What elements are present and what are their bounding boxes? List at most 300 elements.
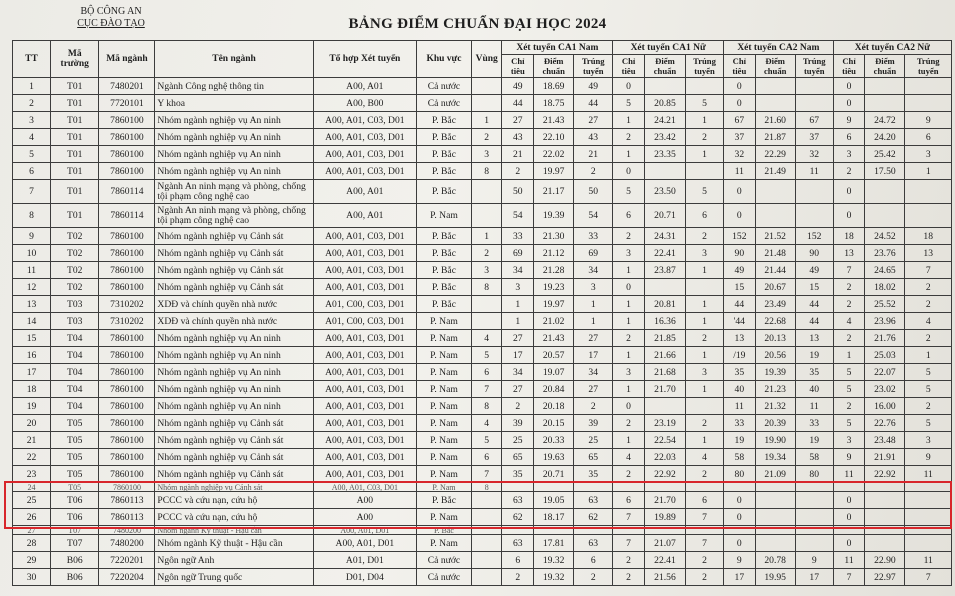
cell-ten-nganh: Nhóm ngành nghiệp vụ An ninh (155, 163, 313, 180)
cell-diem-chuan: 19.39 (534, 204, 574, 228)
cell-chi-tieu: 37 (724, 129, 756, 146)
cell-diem-chuan: 23.96 (865, 313, 905, 330)
cell-trung-tuyen: 27 (574, 330, 613, 347)
cell-to-hop: A01, C00, C03, D01 (313, 296, 416, 313)
cell-ma-nganh: 7860100 (99, 432, 155, 449)
cell-ma-nganh: 7860100 (99, 398, 155, 415)
cell-trung-tuyen (795, 535, 833, 552)
table-row (13, 449, 952, 466)
cell-ten-nganh: Ngành An ninh mạng và phòng, chống tội phạm công nghệ cao (155, 180, 313, 204)
cell-chi-tieu: 11 (833, 466, 865, 483)
cell-trung-tuyen (795, 78, 833, 95)
table-row (13, 330, 952, 347)
cell-chi-tieu: 2 (613, 129, 645, 146)
cell-diem-chuan (644, 279, 685, 296)
cell-ma-truong: T01 (50, 180, 99, 204)
cell-ma-truong: T04 (50, 364, 99, 381)
cell-diem-chuan: 20.78 (755, 552, 795, 569)
cell-to-hop: A00 (313, 492, 416, 509)
cell-chi-tieu: 2 (613, 569, 645, 586)
cell-ma-truong: T01 (50, 78, 99, 95)
cell-vung (471, 526, 502, 535)
cell-trung-tuyen: 49 (795, 262, 833, 279)
cell-trung-tuyen: 9 (905, 449, 952, 466)
sub-header-chi-tieu: Chỉ tiêu (724, 55, 756, 78)
cell-chi-tieu: 62 (502, 509, 534, 526)
sub-header-trung-tuyen: Trúng tuyển (574, 55, 613, 78)
table-row (13, 262, 952, 279)
cell-ten-nganh: Nhóm ngành nghiệp vụ Cảnh sát (155, 415, 313, 432)
cell-diem-chuan: 19.95 (755, 569, 795, 586)
cell-ma-truong: T05 (50, 415, 99, 432)
col-header-ten-nganh: Tên ngành (155, 41, 313, 78)
table-row (13, 112, 952, 129)
cell-trung-tuyen: 7 (686, 509, 724, 526)
cell-diem-chuan: 20.13 (755, 330, 795, 347)
cell-vung: 8 (471, 163, 502, 180)
cell-diem-chuan: 23.48 (865, 432, 905, 449)
cell-diem-chuan: 19.90 (755, 432, 795, 449)
cell-to-hop: A00, A01, C03, D01 (313, 432, 416, 449)
cell-trung-tuyen: 67 (795, 112, 833, 129)
cell-ma-truong: T02 (50, 279, 99, 296)
table-row (13, 526, 952, 535)
cell-khu-vuc: P. Nam (417, 449, 472, 466)
cell-ten-nganh: PCCC và cứu nạn, cứu hộ (155, 492, 313, 509)
cell-trung-tuyen: 11 (905, 466, 952, 483)
cell-ma-truong: T01 (50, 129, 99, 146)
cell-diem-chuan: 20.85 (644, 95, 685, 112)
cell-ma-truong: T01 (50, 112, 99, 129)
cell-ten-nganh: Nhóm ngành nghiệp vụ An ninh (155, 129, 313, 146)
table-row (13, 415, 952, 432)
cell-diem-chuan: 24.52 (865, 228, 905, 245)
cell-trung-tuyen: 62 (574, 509, 613, 526)
cell-trung-tuyen: 4 (905, 313, 952, 330)
cell-diem-chuan (865, 526, 905, 535)
cell-khu-vuc: P. Nam (417, 509, 472, 526)
cell-chi-tieu: 0 (833, 492, 865, 509)
cell-chi-tieu: 0 (724, 180, 756, 204)
cell-to-hop: A00, A01, C03, D01 (313, 483, 416, 492)
cell-diem-chuan: 21.70 (644, 492, 685, 509)
cell-diem-chuan: 22.90 (865, 552, 905, 569)
cell-trung-tuyen: 33 (574, 228, 613, 245)
group-header-ca1-nam: Xét tuyển CA1 Nam (502, 41, 613, 55)
cell-chi-tieu: 1 (502, 296, 534, 313)
cell-ma-nganh: 7220201 (99, 552, 155, 569)
cell-diem-chuan: 20.71 (644, 204, 685, 228)
cell-diem-chuan (644, 163, 685, 180)
cell-ten-nganh: Ngành Công nghệ thông tin (155, 78, 313, 95)
org-line-2: CỤC ĐÀO TẠO (77, 18, 145, 29)
cell-chi-tieu: 13 (833, 245, 865, 262)
cell-chi-tieu: 39 (502, 415, 534, 432)
cell-to-hop: A00, A01, C03, D01 (313, 364, 416, 381)
cell-trung-tuyen: 2 (686, 552, 724, 569)
cell-diem-chuan: 19.07 (534, 364, 574, 381)
cell-ma-nganh: 7860114 (99, 204, 155, 228)
cell-ma-nganh: 7860100 (99, 466, 155, 483)
cell-diem-chuan: 25.52 (865, 296, 905, 313)
cell-chi-tieu: 1 (613, 347, 645, 364)
cell-vung: 1 (471, 228, 502, 245)
cell-trung-tuyen: 3 (905, 146, 952, 163)
cell-chi-tieu: 58 (724, 449, 756, 466)
cell-trung-tuyen: 6 (686, 204, 724, 228)
cell-tt: 27 (13, 526, 51, 535)
cell-vung: 6 (471, 364, 502, 381)
cell-ma-nganh: 7860100 (99, 245, 155, 262)
cell-to-hop: A00, A01, C03, D01 (313, 146, 416, 163)
cell-diem-chuan: 20.15 (534, 415, 574, 432)
cell-ma-nganh: 7480201 (99, 78, 155, 95)
cell-trung-tuyen: 5 (905, 415, 952, 432)
cell-chi-tieu: 34 (502, 364, 534, 381)
cell-to-hop: A00, A01, C03, D01 (313, 129, 416, 146)
cell-diem-chuan: 20.71 (534, 466, 574, 483)
col-header-khu-vuc: Khu vực (417, 41, 472, 78)
cell-trung-tuyen: 25 (574, 432, 613, 449)
cell-diem-chuan (644, 526, 685, 535)
cell-ma-nganh: 7860100 (99, 163, 155, 180)
cell-diem-chuan (755, 492, 795, 509)
cell-vung: 7 (471, 381, 502, 398)
cell-tt: 8 (13, 204, 51, 228)
cell-ten-nganh: Ngành An ninh mạng và phòng, chống tội phạm công nghệ cao (155, 204, 313, 228)
cell-chi-tieu: 11 (833, 552, 865, 569)
cell-chi-tieu: 33 (724, 415, 756, 432)
cell-diem-chuan: 23.02 (865, 381, 905, 398)
cell-trung-tuyen: 9 (905, 112, 952, 129)
cell-tt: 5 (13, 146, 51, 163)
cell-chi-tieu: 69 (502, 245, 534, 262)
cell-chi-tieu: 34 (502, 262, 534, 279)
sub-header-chi-tieu: Chỉ tiêu (613, 55, 645, 78)
cell-tt: 4 (13, 129, 51, 146)
cell-vung (471, 296, 502, 313)
sub-header-chi-tieu: Chỉ tiêu (502, 55, 534, 78)
cell-chi-tieu: 0 (724, 492, 756, 509)
cell-ma-truong: T05 (50, 449, 99, 466)
cell-trung-tuyen: 1 (686, 347, 724, 364)
cell-trung-tuyen: 1 (686, 381, 724, 398)
cell-tt: 25 (13, 492, 51, 509)
cell-ten-nganh: Nhóm ngành nghiệp vụ An ninh (155, 347, 313, 364)
cell-ten-nganh: Nhóm ngành nghiệp vụ Cảnh sát (155, 483, 313, 492)
cell-diem-chuan: 18.17 (534, 509, 574, 526)
table-row (13, 552, 952, 569)
cell-khu-vuc: P. Bắc (417, 112, 472, 129)
cell-khu-vuc: P. Nam (417, 535, 472, 552)
cell-ma-nganh: 7860100 (99, 262, 155, 279)
cell-diem-chuan: 23.50 (644, 180, 685, 204)
cell-ten-nganh: Nhóm ngành nghiệp vụ An ninh (155, 330, 313, 347)
cell-to-hop: A00, A01 (313, 78, 416, 95)
cell-diem-chuan (534, 526, 574, 535)
cell-trung-tuyen: 2 (686, 415, 724, 432)
cell-trung-tuyen (795, 509, 833, 526)
cell-chi-tieu: 2 (833, 398, 865, 415)
cell-trung-tuyen (905, 509, 952, 526)
cell-trung-tuyen (686, 279, 724, 296)
cell-diem-chuan: 23.19 (644, 415, 685, 432)
cell-ten-nganh: Nhóm ngành nghiệp vụ An ninh (155, 381, 313, 398)
cell-diem-chuan (865, 535, 905, 552)
table-row (13, 95, 952, 112)
cell-trung-tuyen: 152 (795, 228, 833, 245)
cell-ma-truong: T06 (50, 509, 99, 526)
cell-chi-tieu: 13 (724, 330, 756, 347)
cell-ten-nganh: Nhóm ngành nghiệp vụ An ninh (155, 112, 313, 129)
table-row (13, 381, 952, 398)
cell-chi-tieu: 0 (833, 78, 865, 95)
cell-khu-vuc: P. Bắc (417, 228, 472, 245)
cell-tt: 24 (13, 483, 51, 492)
cell-to-hop: A00, B00 (313, 95, 416, 112)
cell-tt: 3 (13, 112, 51, 129)
cell-vung (471, 78, 502, 95)
cell-chi-tieu (833, 483, 865, 492)
cell-chi-tieu: 6 (833, 129, 865, 146)
cell-ma-truong: T05 (50, 483, 99, 492)
cell-chi-tieu: 27 (502, 381, 534, 398)
cell-trung-tuyen: 63 (574, 492, 613, 509)
cell-diem-chuan (644, 398, 685, 415)
cell-chi-tieu: 18 (833, 228, 865, 245)
cell-ma-truong: T02 (50, 262, 99, 279)
cell-chi-tieu: 90 (724, 245, 756, 262)
col-header-to-hop: Tổ hợp Xét tuyển (313, 41, 416, 78)
cell-vung (471, 204, 502, 228)
cell-ma-truong: T01 (50, 163, 99, 180)
cell-to-hop: A00, A01, C03, D01 (313, 163, 416, 180)
cell-chi-tieu: 152 (724, 228, 756, 245)
cell-trung-tuyen: 13 (905, 245, 952, 262)
cell-to-hop: A00, A01, C03, D01 (313, 466, 416, 483)
cell-trung-tuyen (574, 483, 613, 492)
cell-to-hop: A00, A01, C03, D01 (313, 228, 416, 245)
cell-khu-vuc: P. Bắc (417, 245, 472, 262)
col-header-ma-truong: Mã trường (50, 41, 99, 78)
sub-header-trung-tuyen: Trúng tuyển (795, 55, 833, 78)
cell-chi-tieu (724, 526, 756, 535)
cell-chi-tieu: 0 (833, 95, 865, 112)
cell-diem-chuan: 22.02 (534, 146, 574, 163)
cell-trung-tuyen: 1 (574, 296, 613, 313)
cell-diem-chuan: 19.23 (534, 279, 574, 296)
cell-chi-tieu: 49 (724, 262, 756, 279)
cell-diem-chuan: 18.69 (534, 78, 574, 95)
cell-chi-tieu: 7 (833, 569, 865, 586)
cell-trung-tuyen (795, 492, 833, 509)
cell-diem-chuan: 21.44 (755, 262, 795, 279)
cell-tt: 7 (13, 180, 51, 204)
cell-khu-vuc: P. Nam (417, 347, 472, 364)
cell-ma-truong: T07 (50, 526, 99, 535)
cell-diem-chuan: 24.65 (865, 262, 905, 279)
cell-chi-tieu: 2 (833, 279, 865, 296)
cell-tt: 30 (13, 569, 51, 586)
cell-diem-chuan: 21.68 (644, 364, 685, 381)
cell-diem-chuan (534, 483, 574, 492)
cell-tt: 29 (13, 552, 51, 569)
cell-ten-nganh: Y khoa (155, 95, 313, 112)
cell-chi-tieu: 7 (613, 509, 645, 526)
cell-chi-tieu: 3 (833, 432, 865, 449)
table-row (13, 180, 952, 204)
cell-diem-chuan (755, 509, 795, 526)
cell-khu-vuc: P. Nam (417, 415, 472, 432)
cell-trung-tuyen: 1 (686, 432, 724, 449)
cell-trung-tuyen (905, 483, 952, 492)
cell-ma-nganh: 7860100 (99, 129, 155, 146)
cell-khu-vuc: P. Bắc (417, 146, 472, 163)
cell-diem-chuan: 21.12 (534, 245, 574, 262)
cell-trung-tuyen: 17 (574, 347, 613, 364)
cell-trung-tuyen: 3 (686, 245, 724, 262)
cell-chi-tieu (502, 483, 534, 492)
cell-diem-chuan (865, 509, 905, 526)
cell-chi-tieu: 65 (502, 449, 534, 466)
cell-trung-tuyen (574, 526, 613, 535)
cell-trung-tuyen (905, 535, 952, 552)
sub-header-diem-chuan: Điểm chuẩn (755, 55, 795, 78)
cell-to-hop: A00, A01 (313, 204, 416, 228)
sub-header-diem-chuan: Điểm chuẩn (865, 55, 905, 78)
cell-to-hop: A00, A01, D01 (313, 535, 416, 552)
cell-chi-tieu (724, 483, 756, 492)
cell-diem-chuan (865, 78, 905, 95)
cell-ma-nganh: 7860100 (99, 364, 155, 381)
cell-vung: 8 (471, 483, 502, 492)
cell-trung-tuyen: 44 (795, 313, 833, 330)
cell-ma-nganh: 7860100 (99, 347, 155, 364)
table-row (13, 78, 952, 95)
cell-chi-tieu: 5 (613, 180, 645, 204)
cell-ma-nganh: 7860100 (99, 112, 155, 129)
cell-chi-tieu: 2 (502, 163, 534, 180)
cell-vung (471, 569, 502, 586)
cell-trung-tuyen: 1 (686, 112, 724, 129)
cell-trung-tuyen: 17 (795, 569, 833, 586)
cell-trung-tuyen: 32 (795, 146, 833, 163)
cell-trung-tuyen: 11 (795, 398, 833, 415)
sub-header-chi-tieu: Chỉ tiêu (833, 55, 865, 78)
cell-ma-nganh: 7860100 (99, 146, 155, 163)
cell-vung: 1 (471, 112, 502, 129)
cell-diem-chuan: 20.39 (755, 415, 795, 432)
cell-chi-tieu: 0 (724, 78, 756, 95)
cell-vung (471, 313, 502, 330)
cell-trung-tuyen: 5 (905, 364, 952, 381)
cell-chi-tieu: 2 (502, 398, 534, 415)
cell-trung-tuyen: 2 (905, 330, 952, 347)
cell-vung: 4 (471, 330, 502, 347)
cell-diem-chuan: 21.76 (865, 330, 905, 347)
cell-chi-tieu: 1 (613, 432, 645, 449)
cell-chi-tieu: 7 (613, 535, 645, 552)
cell-diem-chuan: 22.10 (534, 129, 574, 146)
cell-diem-chuan: 21.91 (865, 449, 905, 466)
cell-vung (471, 552, 502, 569)
cell-khu-vuc: P. Bắc (417, 163, 472, 180)
cell-tt: 6 (13, 163, 51, 180)
cell-chi-tieu: 3 (613, 245, 645, 262)
sub-header-diem-chuan: Điểm chuẩn (644, 55, 685, 78)
cell-chi-tieu: 11 (724, 163, 756, 180)
cell-diem-chuan: 20.56 (755, 347, 795, 364)
cell-diem-chuan (755, 180, 795, 204)
cell-trung-tuyen: 9 (795, 552, 833, 569)
cell-trung-tuyen: 58 (795, 449, 833, 466)
cell-chi-tieu: 0 (833, 509, 865, 526)
cell-diem-chuan: 24.72 (865, 112, 905, 129)
cell-chi-tieu: 15 (724, 279, 756, 296)
cell-tt: 9 (13, 228, 51, 245)
table-row (13, 483, 952, 492)
cell-chi-tieu: 35 (502, 466, 534, 483)
cell-trung-tuyen: 1 (905, 347, 952, 364)
cell-trung-tuyen (686, 163, 724, 180)
cell-to-hop: A00, A01, C03, D01 (313, 262, 416, 279)
cell-chi-tieu: 6 (613, 204, 645, 228)
cell-vung (471, 180, 502, 204)
cell-tt: 20 (13, 415, 51, 432)
cell-chi-tieu: 63 (502, 535, 534, 552)
cell-diem-chuan: 20.33 (534, 432, 574, 449)
cell-diem-chuan: 16.00 (865, 398, 905, 415)
cell-khu-vuc: P. Bắc (417, 262, 472, 279)
cell-chi-tieu: 2 (613, 228, 645, 245)
cell-diem-chuan: 22.41 (644, 245, 685, 262)
cell-trung-tuyen: 2 (686, 569, 724, 586)
cell-ten-nganh: Nhóm ngành nghiệp vụ Cảnh sát (155, 432, 313, 449)
cell-ma-truong: T02 (50, 245, 99, 262)
cell-trung-tuyen (795, 204, 833, 228)
cell-ten-nganh: Nhóm ngành Kỹ thuật - Hậu cần (155, 526, 313, 535)
cell-tt: 16 (13, 347, 51, 364)
cell-chi-tieu: 0 (613, 279, 645, 296)
cell-diem-chuan (644, 483, 685, 492)
cell-trung-tuyen: 1 (574, 313, 613, 330)
cell-trung-tuyen (905, 204, 952, 228)
cell-diem-chuan: 22.29 (755, 146, 795, 163)
cell-chi-tieu: 5 (833, 381, 865, 398)
cell-diem-chuan (755, 95, 795, 112)
sub-header-trung-tuyen: Trúng tuyển (905, 55, 952, 78)
cell-diem-chuan: 17.50 (865, 163, 905, 180)
cell-chi-tieu: 9 (833, 449, 865, 466)
cell-chi-tieu: 33 (502, 228, 534, 245)
cell-khu-vuc: P. Bắc (417, 129, 472, 146)
cell-trung-tuyen: 27 (574, 112, 613, 129)
cell-diem-chuan: 20.67 (755, 279, 795, 296)
cell-chi-tieu: 2 (613, 552, 645, 569)
cell-khu-vuc: Cả nước (417, 552, 472, 569)
cell-diem-chuan: 21.70 (644, 381, 685, 398)
cell-diem-chuan: 22.76 (865, 415, 905, 432)
cell-chi-tieu: 80 (724, 466, 756, 483)
cell-trung-tuyen: 2 (686, 466, 724, 483)
cell-chi-tieu: 50 (502, 180, 534, 204)
cell-to-hop: A01, C00, C03, D01 (313, 313, 416, 330)
document-title: BẢNG ĐIỂM CHUẨN ĐẠI HỌC 2024 (348, 16, 607, 32)
cell-diem-chuan: 21.56 (644, 569, 685, 586)
cell-diem-chuan: 23.87 (644, 262, 685, 279)
cell-khu-vuc: P. Nam (417, 364, 472, 381)
cell-trung-tuyen: 21 (574, 146, 613, 163)
